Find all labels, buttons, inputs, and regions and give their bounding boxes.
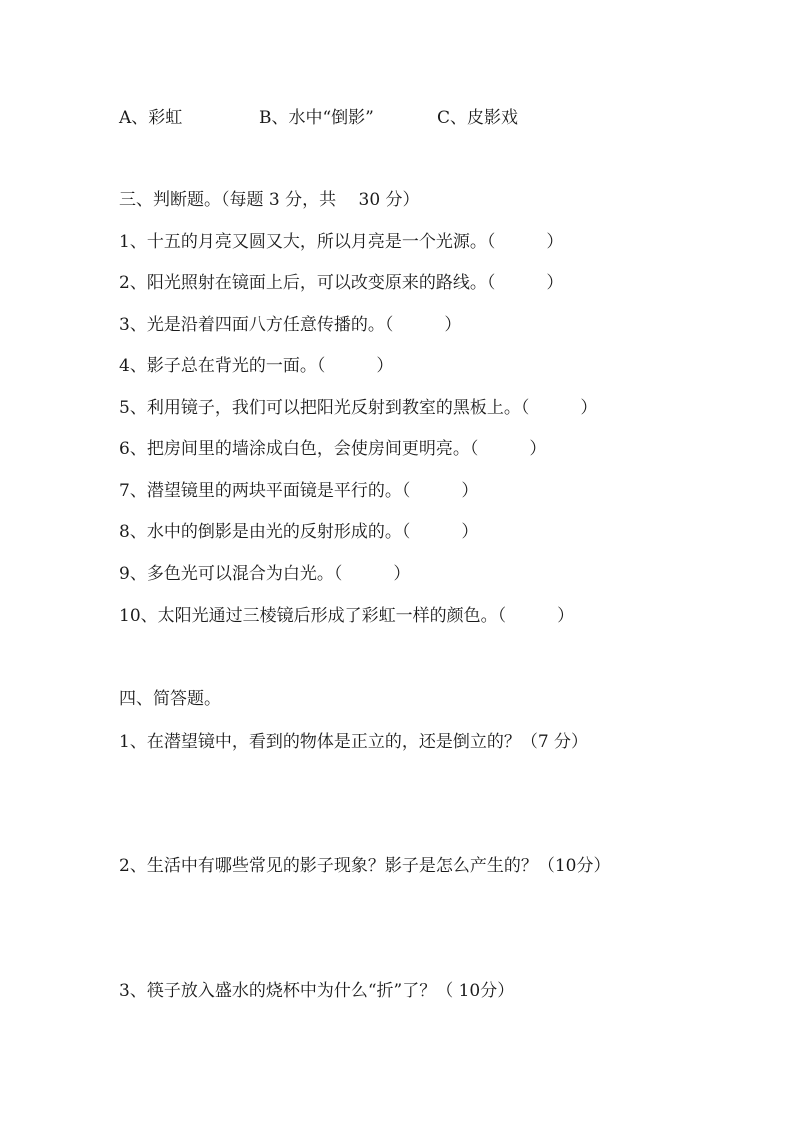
short-answer-question: 2、生活中有哪些常见的影子现象？影子是怎么产生的？（10分） [119,856,611,876]
judgment-item: 2、阳光照射在镜面上后，可以改变原来的路线。（ ） [119,273,564,293]
judgment-item: 8、水中的倒影是由光的反射形成的。（ ） [119,522,479,542]
judgment-item: 6、把房间里的墙涂成白色，会使房间更明亮。（ ） [119,439,547,459]
judgment-item: 9、多色光可以混合为白光。（ ） [119,564,411,584]
judgment-item: 3、光是沿着四面八方任意传播的。（ ） [119,315,462,335]
short-answer-question: 1、在潜望镜中，看到的物体是正立的，还是倒立的？（7 分） [119,732,589,752]
choice-c: C、皮影戏 [437,108,519,128]
judgment-item: 1、十五的月亮又圆又大，所以月亮是一个光源。（ ） [119,232,564,252]
judgment-item: 5、利用镜子，我们可以把阳光反射到教室的黑板上。（ ） [119,398,598,418]
section3-heading: 三、判断题。（每题 3 分，共 30 分） [119,190,420,210]
choice-a: A、彩虹 [119,108,183,128]
judgment-item: 7、潜望镜里的两块平面镜是平行的。（ ） [119,481,479,501]
short-answer-question: 3、筷子放入盛水的烧杯中为什么“折”了？（ 10分） [119,981,515,1001]
choice-b: B、水中“倒影” [259,108,374,128]
judgment-item: 4、影子总在背光的一面。（ ） [119,356,394,376]
judgment-item: 10、太阳光通过三棱镜后形成了彩虹一样的颜色。（ ） [119,606,575,626]
section4-heading: 四、简答题。 [119,689,221,709]
